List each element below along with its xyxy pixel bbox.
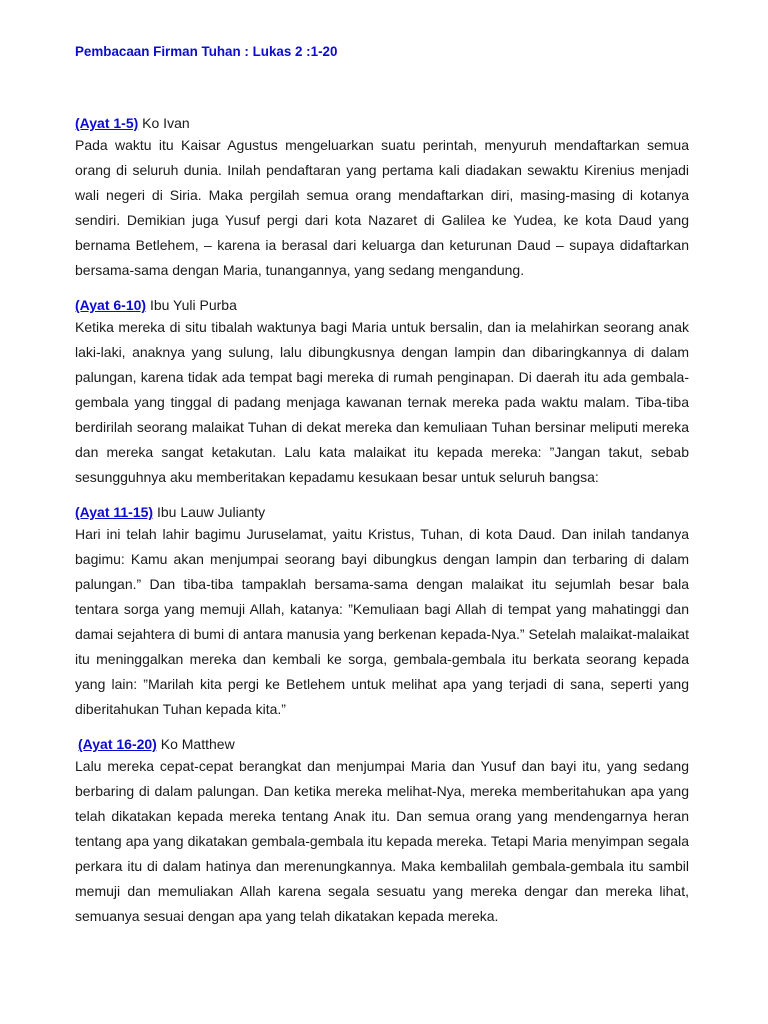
passage-line: diberitahukan Tuhan kepada kita.” xyxy=(75,701,286,717)
passage-line: laki-laki, anaknya yang sulung, lalu dibungkusnya dengan lampin dan dibaringkannya di dalam xyxy=(75,344,689,360)
passage-line: yang lain: ”Marilah kita pergi ke Betlehem untuk melihat apa yang terjadi di sana, seperti yang xyxy=(75,676,689,692)
section-heading xyxy=(75,734,689,754)
passage-line: tentang apa yang dikatakan gembala-gembala itu kepada mereka. Tetapi Maria menyimpan segala xyxy=(75,833,689,849)
reading-section-4 xyxy=(75,734,689,929)
passage-line: memuji dan memuliakan Allah karena segala sesuatu yang mereka dengar dan mereka lihat, xyxy=(75,883,689,899)
reader-name: Ibu Yuli Purba xyxy=(146,297,237,313)
passage-line: gembala yang tinggal di padang menjaga kawanan ternak mereka pada waktu malam. Tiba-tiba xyxy=(75,394,689,410)
passage-line: Ketika mereka di situ tibalah waktunya bagi Maria untuk bersalin, dan ia melahirkan seorang anak xyxy=(75,319,689,335)
passage-line: bersama-sama dengan Maria, tunangannya, yang sedang mengandung. xyxy=(75,262,525,278)
reading-section-1 xyxy=(75,113,689,283)
passage-line: palungan.” Dan tiba-tiba tampaklah bersama-sama dengan malaikat itu sejumlah besar bala xyxy=(75,576,689,592)
verse-ref-link[interactable]: (Ayat 11-15) xyxy=(75,504,154,520)
passage-line: bernama Betlehem, – karena ia berasal dari keluarga dan keturunan Daud – supaya didaftarkan xyxy=(75,237,689,253)
verse-ref-link[interactable]: (Ayat 16-20) xyxy=(78,736,157,752)
verse-ref-link[interactable]: (Ayat 6-10) xyxy=(75,297,147,313)
document-page xyxy=(75,42,689,929)
passage-text xyxy=(75,133,689,283)
passage-line: sendiri. Demikian juga Yusuf pergi dari kota Nazaret di Galilea ke Yudea, ke kota Daud yang xyxy=(75,212,689,228)
reading-section-2 xyxy=(75,295,689,490)
passage-line: Pada waktu itu Kaisar Agustus mengeluarkan suatu perintah, menyuruh mendaftarkan semua xyxy=(75,137,689,153)
passage-line: wali negeri di Siria. Maka pergilah semua orang mendaftarkan diri, masing-masing di kotanya xyxy=(75,187,689,203)
passage-line: tentara sorga yang memuji Allah, katanya: ”Kemuliaan bagi Allah di tempat yang mahatinggi dan xyxy=(75,601,689,617)
section-heading xyxy=(75,502,689,522)
verse-ref-link[interactable]: (Ayat 1-5) xyxy=(75,115,139,131)
reader-name: Ko Matthew xyxy=(156,736,235,752)
passage-line: bagimu: Kamu akan menjumpai seorang bayi dibungkus dengan lampin dan terbaring di dalam xyxy=(75,551,689,567)
passage-line: telah dikatakan kepada mereka tentang Anak itu. Dan semua orang yang mendengarnya heran xyxy=(75,808,689,824)
section-heading xyxy=(75,295,689,315)
passage-line: dan mereka sangat ketakutan. Lalu kata malaikat itu kepada mereka: ”Jangan takut, sebab xyxy=(75,444,689,460)
passage-line: berbaring di dalam palungan. Dan ketika mereka melihat-Nya, mereka memberitahukan apa yang xyxy=(75,783,689,799)
passage-text xyxy=(75,315,689,490)
passage-text xyxy=(75,522,689,722)
passage-line: perkara itu di dalam hatinya dan merenungkannya. Maka kembalilah gembala-gembala itu sambil xyxy=(75,858,689,874)
passage-line: sesungguhnya aku memberitakan kepadamu kesukaan besar untuk seluruh bangsa: xyxy=(75,469,599,485)
passage-line: berdirilah seorang malaikat Tuhan di dekat mereka dan kemuliaan Tuhan bersinar meliputi mereka xyxy=(75,419,689,435)
passage-text xyxy=(75,754,689,929)
reader-name: Ibu Lauw Julianty xyxy=(153,504,266,520)
passage-line: Hari ini telah lahir bagimu Juruselamat, yaitu Kristus, Tuhan, di kota Daud. Dan inilah tandanya xyxy=(75,526,689,542)
passage-line: itu meninggalkan mereka dan kembali ke sorga, gembala-gembala itu berkata seorang kepada xyxy=(75,651,689,667)
passage-line: orang di seluruh dunia. Inilah pendaftaran yang pertama kali diadakan sewaktu Kirenius menjadi xyxy=(75,162,689,178)
passage-line: damai sejahtera di bumi di antara manusia yang berkenan kepada-Nya.” Setelah malaikat-malaikat xyxy=(75,626,689,642)
passage-line: Lalu mereka cepat-cepat berangkat dan menjumpai Maria dan Yusuf dan bayi itu, yang sedang xyxy=(75,758,689,774)
passage-line: palungan, karena tidak ada tempat bagi mereka di rumah penginapan. Di daerah itu ada gembala- xyxy=(75,369,689,385)
passage-line: semuanya sesuai dengan apa yang telah dikatakan kepada mereka. xyxy=(75,908,499,924)
reader-name: Ko Ivan xyxy=(138,115,190,131)
section-heading xyxy=(75,113,689,133)
reading-section-3 xyxy=(75,502,689,722)
page-title: Pembacaan Firman Tuhan : Lukas 2 :1-20 xyxy=(75,44,338,59)
